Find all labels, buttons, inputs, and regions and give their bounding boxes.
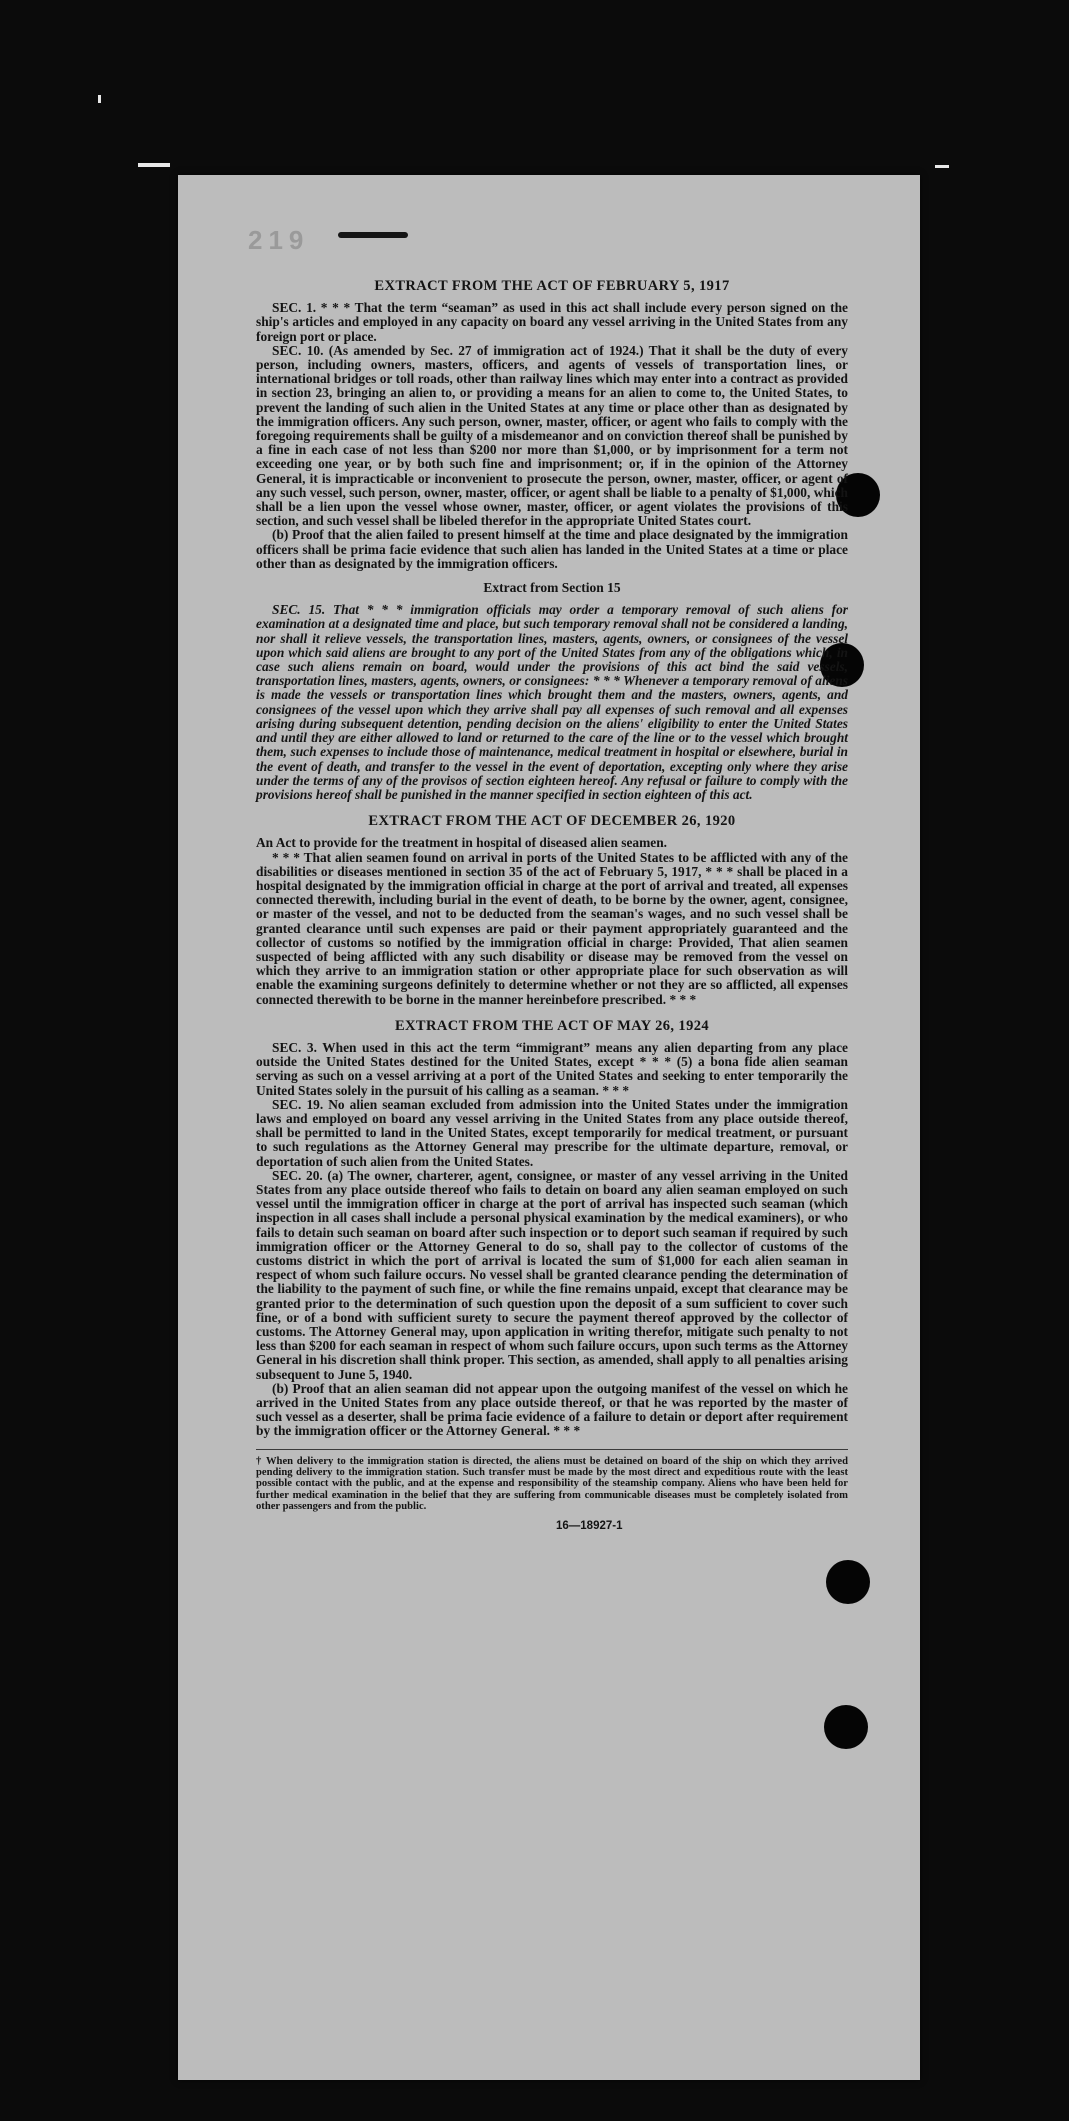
punch-hole xyxy=(824,1705,868,1749)
paragraph-1917-sec10: SEC. 10. (As amended by Sec. 27 of immigration act of 1924.) That it shall be the duty of every person, including owners, masters, officers, and agents of vessels of transportation lines, or international bridges or toll roads, other than railway lines which may enter into a contract as provided in section 23, bringing an alien to, or providing a means for an alien to come to, the United States, to prevent the landing of such alien in the United States at any time or place other than as designated by the immigration officers. Any such person, owner, master, officer, or agent who fails to comply with the foregoing requirements shall be guilty of a misdemeanor and on conviction thereof shall be punished by a fine in each case of not less than $200 nor more than $1,000, or by imprisonment for a term not exceeding one year, or by both such fine and imprisonment; or, if in the opinion of the Attorney General, it is impracticable or inconvenient to prosecute the person, owner, master, officer, or agent of any such vessel, such person, owner, master, officer, or agent shall be liable to a penalty of $1,000, which shall be a lien upon the vessel whose owner, master, officer, or agent violates the provisions of this section, and such vessel shall be libeled therefor in the appropriate United States court. xyxy=(256,342,848,529)
paragraph-1924-sec3: SEC. 3. When used in this act the term “immigrant” means any alien departing from any place outside the United States destined for the United States, except * * * (5) a bona fide alien seaman serving as such on a vessel arriving at a port of the United States and seeking to enter temporarily the United States solely in the pursuit of his calling as a seaman. * * * xyxy=(256,1039,848,1098)
paragraph-1917-b: (b) Proof that the alien failed to present himself at the time and place designated by the immigration officers shall be prima facie evidence that such alien has landed in the United States at a time or place other than as designated by the immigration officers. xyxy=(256,527,848,571)
paragraph-1920-title: An Act to provide for the treatment in hospital of diseased alien seamen. xyxy=(256,835,668,851)
footnote: † When delivery to the immigration station is directed, the aliens must be detained on board of the ship on which they arrived pending delivery to the immigration station. Such transfer must be made by the most direct and expeditious route with the least possible contact with the public, and at the expense and responsibility of the steamship company. Aliens who have been held for further medical examination in the belief that they are suffering from communicable diseases must be completely isolated from other passengers and from the public. xyxy=(256,1449,848,1513)
paragraph-1924-sec20b: (b) Proof that an alien seaman did not appear upon the outgoing manifest of the vessel on which he arrived in the United States from any place outside thereof, or that he was reported by the master of such vessel as a deserter, shall be prima facie evidence of a failure to detain or deport after requirement by the immigration officer or the Attorney General. * * * xyxy=(256,1380,848,1439)
heading-act-1920: EXTRACT FROM THE ACT OF DECEMBER 26, 1920 xyxy=(368,813,736,830)
scan-speck xyxy=(138,163,170,167)
heading-section-15: Extract from Section 15 xyxy=(483,580,621,596)
paragraph-1920-body: * * * That alien seamen found on arrival in ports of the United States to be afflicted with any of the disabilities or diseases mentioned in section 35 of the act of February 5, 1917, * * * shall be placed in a hospital designated by the immigration official in charge at the port of arrival and treated, all expenses connected therewith, including burial in the event of death, to be borne by the owner, agent, consignee, or master of the vessel, and not to be deducted from the seaman's wages, and no such vessel shall be granted clearance until such expenses are paid or their payment appropriately guaranteed and the collector of customs so notified by the immigration official in charge: Provided, That alien seamen suspected of being afflicted with any such disability or disease may be removed from the vessel on which they arrive to an immigration station or other appropriate place for such observation as will enable the examining surgeons definitely to determine whether or not they are so afflicted, all expenses connected therewith to be borne in the manner hereinbefore prescribed. * * * xyxy=(256,849,848,1007)
faded-stamp: 219 xyxy=(248,225,310,255)
paragraph-1924-sec19: SEC. 19. No alien seaman excluded from admission into the United States under the immigration laws and employed on board any vessel arriving in the United States from any place outside thereof, shall be permitted to land in the United States, except temporarily for medical treatment, or pursuant to such regulations as the Attorney General may prescribe for the ultimate departure, removal, or deportation of such alien from the United States. xyxy=(256,1096,848,1169)
scan-speck xyxy=(935,165,949,168)
ink-mark xyxy=(338,232,408,238)
punch-hole xyxy=(826,1560,870,1604)
paragraph-1924-sec20a: SEC. 20. (a) The owner, charterer, agent, consignee, or master of any vessel arriving in the United States from any place outside thereof who fails to detain on board any alien seaman employed on such vessel until the immigration officer in charge at the port of arrival has inspected such seaman (which inspection in all cases shall include a personal physical examination by the medical examiners), or who fails to detain such seaman on board after such inspection or to deport such seaman if required by such immigration officer or the Attorney General to do so, shall pay to the collector of customs of the customs district in which the port of arrival is located the sum of $1,000 for each alien seaman in respect of whom such failure occurs. No vessel shall be granted clearance pending the determination of the liability to the payment of such fine, or while the fine remains unpaid, except that clearance may be granted prior to the determination of such question upon the deposit of a sum sufficient to cover such fine, or of a bond with sufficient surety to secure the payment thereof approved by the collector of customs. The Attorney General may, upon application in writing therefor, mitigate such penalty to not less than $200 for each seaman in respect of whom such failure occurs, upon such terms as the Attorney General in his discretion shall think proper. This section, as amended, shall apply to all penalties arising subsequent to June 5, 1940. xyxy=(256,1167,848,1382)
scan-speck xyxy=(98,95,101,103)
paragraph-sec15: SEC. 15. That * * * immigration officials may order a temporary removal of such aliens for examination at a designated time and place, but such temporary removal shall not be considered a landing, nor shall it relieve vessels, the transportation lines, masters, agents, owners, or consignees of the vessel upon which said aliens are brought to any port of the United States from any of the obligations which, in case such aliens remain on board, would under the provisions of this act bind the said vessels, transportation lines, masters, agents, owners, or consignees: * * * Whenever a temporary removal of aliens is made the vessels or transportation lines which brought them and the masters, owners, agents, and consignees of the vessel upon which they arrive shall pay all expenses of such removal and all expenses arising during subsequent detention, pending decision on the aliens' eligibility to enter the United States and until they are either allowed to land or returned to the care of the line or to the vessel which brought them, such expenses to include those of maintenance, medical treatment in hospital or elsewhere, burial in the event of death, and transfer to the vessel in the event of deportation, excepting only where they arise under the terms of any of the provisos of section eighteen hereof. Any refusal or failure to comply with the provisions hereof shall be punished in the manner specified in section eighteen of this act. xyxy=(256,602,848,802)
document-page xyxy=(178,175,920,2080)
document-content xyxy=(256,279,848,1533)
heading-act-1917: EXTRACT FROM THE ACT OF FEBRUARY 5, 1917 xyxy=(374,278,730,294)
paragraph-1917-sec1: SEC. 1. * * * That the term “seaman” as used in this act shall include every person signed on the ship's articles and employed in any capacity on board any vessel arriving in the United States from any foreign port or place. xyxy=(256,300,848,344)
heading-act-1924: EXTRACT FROM THE ACT OF MAY 26, 1924 xyxy=(394,1017,710,1034)
form-number: 16—18927-1 xyxy=(556,1519,623,1532)
